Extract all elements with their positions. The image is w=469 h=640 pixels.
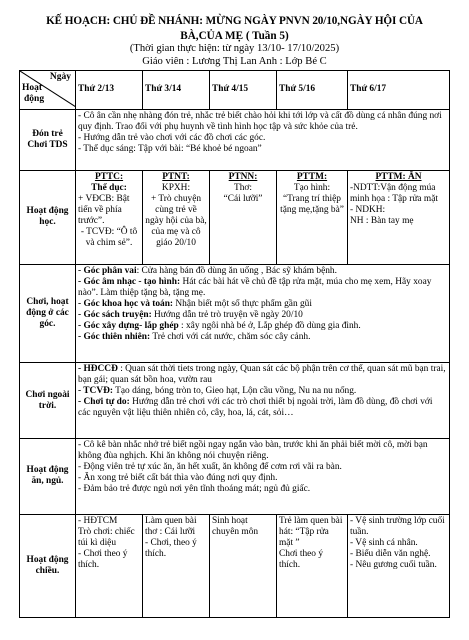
- afternoon-text: - Vệ sinh cá nhân.: [350, 537, 418, 548]
- afternoon-thu: [277, 514, 348, 617]
- row-label: Hoạt động chiều.: [20, 514, 76, 617]
- afternoon-text: Chơi theo ý thích.: [279, 548, 324, 570]
- meal-sleep-item: - Đảm bảo trẻ được ngủ nơi yên tĩnh thoáng mát; ngủ đủ giấc.: [78, 484, 311, 495]
- lesson-domain: PTNT:: [162, 172, 190, 183]
- afternoon-text: - Biểu diễn văn nghệ.: [350, 548, 431, 559]
- weekly-plan-table: [19, 70, 450, 618]
- row-label: Đón trẻ Chơi TDS: [20, 109, 76, 170]
- afternoon-tue: [143, 514, 210, 617]
- lesson-text: “Trang trí thiệp tặng mẹ,tặng bà”: [280, 194, 344, 216]
- row-label: Chơi, hoạt động ở các góc.: [20, 264, 76, 362]
- choi-goc-content: [76, 264, 450, 362]
- day-header: Thứ 5/16: [277, 71, 348, 110]
- row-label: Hoạt động ăn, ngủ.: [20, 439, 76, 514]
- row-label: Chơi ngoài trời.: [20, 362, 76, 438]
- afternoon-mon: [76, 514, 143, 617]
- lesson-text: - TCVĐ: “Ô tô và chim sẻ”.: [80, 227, 138, 249]
- corner-activity-label-2: động: [24, 94, 45, 104]
- afternoon-text: Sinh hoạt chuyên môn: [212, 515, 259, 537]
- teacher-class: Giáo viên : Lương Thị Lan Anh : Lớp Bé C: [142, 56, 327, 67]
- afternoon-text: Làm quen bài thơ : Cái lưỡi: [145, 515, 197, 537]
- day-header-row: [20, 71, 450, 110]
- meal-sleep-item: - Ăn xong trẻ biết cất bát thìa vào đúng nơi quy định.: [78, 473, 278, 484]
- corner-activity-item: - Góc khoa học và toán: Nhận biết một số thực phẩm gần gũi: [78, 298, 312, 309]
- corner-day-label: Ngày: [49, 72, 71, 82]
- corner-activity-item: - Góc xây dựng- lắp ghép : xây ngôi nhà bé ở, Lắp ghép đồ dùng gia đình.: [78, 320, 361, 331]
- lesson-text: “Cái lưỡi”: [223, 194, 263, 205]
- plan-title-line1: KẾ HOẠCH: CHỦ ĐỀ NHÁNH: MỪNG NGÀY PNVN 20/10,NGÀY HỘI CỦA: [46, 15, 423, 27]
- afternoon-text: - Nêu gương cuối tuần.: [350, 559, 437, 570]
- day-header: Thứ 2/13: [76, 71, 143, 110]
- lesson-wed: [210, 171, 277, 265]
- afternoon-text: - Chơi theo ý thích.: [78, 548, 128, 570]
- row-label: Hoạt động học.: [20, 171, 76, 265]
- an-ngu-content: [76, 439, 450, 514]
- corner-activity-item: - Góc sách truyện: Hướng dẫn trẻ trò truyện về ngày 20/10: [78, 309, 303, 320]
- choi-ngoai-troi-content: [76, 362, 450, 438]
- meal-sleep-item: - Cô kê bàn nhắc nhở trẻ biết ngồi ngay ngắn vào bàn, trước khi ăn phải biết mời cô, mời bạn không đùa nghịch. Khi ăn không nói chuyện riêng.: [78, 440, 428, 462]
- lesson-text: + VĐCB: Bật tiến về phía trước”.: [78, 194, 130, 227]
- afternoon-wed: [210, 514, 277, 617]
- outdoor-item: - Chơi tự do: Hướng dẫn trẻ chơi với các trò chơi thiết bị ngoài trời, làm đồ dùng, đồ chơi với các nguyên vật liệu thiên nhiên cỏ, cây, hoa, lá, cát, sỏi…: [78, 396, 433, 418]
- don-tre-line: - Thể dục sáng: Tập với bài: “Bé khoẻ bé ngoan”: [78, 143, 262, 154]
- corner-activity-label: Hoạt: [22, 83, 43, 93]
- time-range: (Thời gian thực hiện: từ ngày 13/10- 17/10/2025): [129, 43, 340, 54]
- don-tre-line: - Cô ân cần nhẹ nhàng đón trẻ, nhắc trẻ biết chào hỏi khi tới lớp và cất đồ dùng cá nhân đúng nơi quy định. Trao đổi với phụ huynh về tình hình học tập và sức khỏe của trẻ.: [78, 110, 442, 132]
- outdoor-item: - TCVĐ: Tạo dáng, bóng tròn to, Gieo hạt, Lộn cầu vồng, Nu na nu nống.: [78, 385, 357, 396]
- lesson-tue: [143, 171, 210, 265]
- corner-activity-item: - Góc âm nhạc - tạo hình: Hát các bài hát về chủ đề tập rửa mặt, múa cho mẹ xem, Hãy xoay nào”. Làm thiệp tặng bà, tặng mẹ.: [78, 276, 432, 298]
- lesson-fri: [348, 171, 450, 265]
- corner-activity-item: - Góc thiên nhiên: Trẻ chơi với cát nước, chăm sóc cây cảnh.: [78, 331, 311, 342]
- lesson-text: -NDTT:Vận động múa minh họa : Tập rửa mặt: [350, 183, 438, 205]
- lesson-domain: PTTM:: [296, 172, 328, 183]
- row-hoat-dong-hoc: [20, 171, 450, 265]
- lesson-text: - NDKH:: [350, 205, 386, 216]
- don-tre-content: [76, 109, 450, 170]
- lesson-domain: PTNN:: [228, 172, 258, 183]
- day-header: Thứ 3/14: [143, 71, 210, 110]
- meal-sleep-item: - Động viên trẻ tự xúc ăn, ăn hết xuất, ăn không để cơm rơi vãi ra bàn.: [78, 462, 342, 473]
- row-choi-goc: [20, 264, 450, 362]
- outdoor-item: - HĐCCĐ : Quan sát thời tiets trong ngày, Quan sát các bộ phận trên cơ thể, quan sát mũ bạn trai, bạn gái; quan sát bồn hoa, vườn rau: [78, 363, 446, 385]
- row-an-ngu: [20, 439, 450, 514]
- day-header: Thứ 6/17: [348, 71, 450, 110]
- don-tre-line: - Hướng dẫn trẻ vào chơi với các đồ chơi các góc.: [78, 132, 266, 143]
- lesson-text: NH : Bàn tay mẹ: [350, 216, 414, 227]
- lesson-mon: [76, 171, 143, 265]
- row-don-tre: [20, 109, 450, 170]
- lesson-domain: PTTM: ÂN: [375, 172, 422, 183]
- row-chieu: [20, 514, 450, 617]
- day-header: Thứ 4/15: [210, 71, 277, 110]
- afternoon-text: - HĐTCM: [78, 515, 118, 526]
- row-choi-ngoai-troi: [20, 362, 450, 438]
- lesson-subject: Thơ:: [234, 183, 252, 194]
- lesson-domain: PTTC:: [94, 172, 124, 183]
- lesson-subject: Tạo hình:: [293, 183, 331, 194]
- afternoon-text: Trò chơi: chiếc túi kì diệu: [78, 526, 135, 548]
- lesson-thu: [277, 171, 348, 265]
- corner-cell: [20, 71, 76, 110]
- afternoon-text: - Chơi, theo ý thích.: [145, 537, 197, 559]
- lesson-subject: KPXH:: [161, 183, 191, 194]
- lesson-text: + Trò chuyện cùng trẻ về ngày hội của bà, của mẹ và cô giáo 20/10: [145, 194, 207, 249]
- lesson-subject: Thể dục:: [91, 183, 127, 194]
- corner-activity-item: - Góc phân vai: Cửa hàng bán đồ dùng ăn uống , Bác sỹ khám bệnh.: [78, 265, 337, 276]
- afternoon-text: - Vệ sinh trường lớp cuối tuần.: [350, 515, 445, 537]
- afternoon-fri: [348, 514, 450, 617]
- afternoon-text: Trẻ làm quen bài hát: “Tập rửa mặt ”: [279, 515, 343, 548]
- plan-title-line2: BÀ,CỦA MẸ ( Tuần 5): [180, 30, 289, 42]
